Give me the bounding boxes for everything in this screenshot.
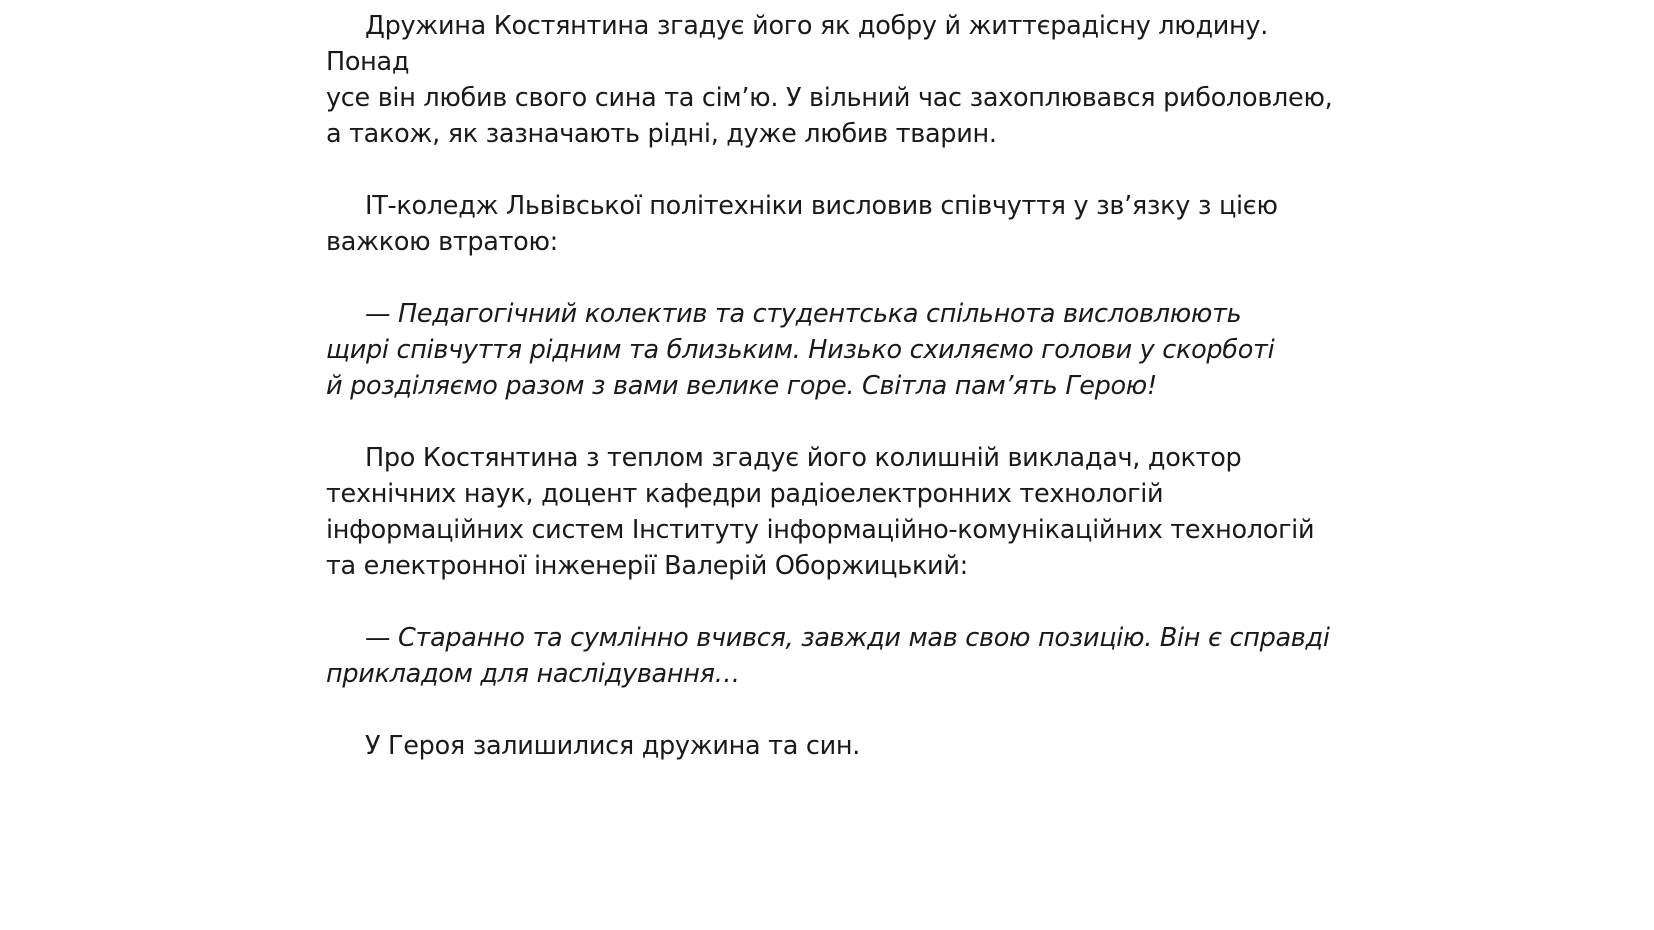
article-body (326, 8, 1356, 764)
paragraph-college-condolence-intro: ІТ-коледж Львівської політехніки висловив співчуття у зв’язку з цією важкою втратою: (326, 191, 1278, 257)
paragraph-family-survivors: У Героя залишилися дружина та син. (365, 731, 861, 761)
paragraph-teacher-intro: Про Костянтина з теплом згадує його колишній викладач, доктор технічних наук, доцент кафедри радіоелектронних технологій інформаційних систем Інституту інформаційно-комунікаційних технологій та електронної інженерії Валерій Оборжицький: (326, 443, 1315, 581)
quote-teacher: — Старанно та сумлінно вчився, завжди мав свою позицію. Він є справді прикладом для наслідування… (326, 623, 1330, 689)
paragraph-wife-memory: Дружина Костянтина згадує його як добру й життєрадісну людину. Понад усе він любив свого сина та сім’ю. У вільний час захоплювався риболовлею, а також, як зазначають рідні, дуже любив тварин. (326, 11, 1333, 149)
quote-college-condolence: — Педагогічний колектив та студентська спільнота висловлюють щирі співчуття рідним та близьким. Низько схиляємо голови у скорботі й розділяємо разом з вами велике горе. Світла пам’ять Герою! (326, 299, 1275, 401)
